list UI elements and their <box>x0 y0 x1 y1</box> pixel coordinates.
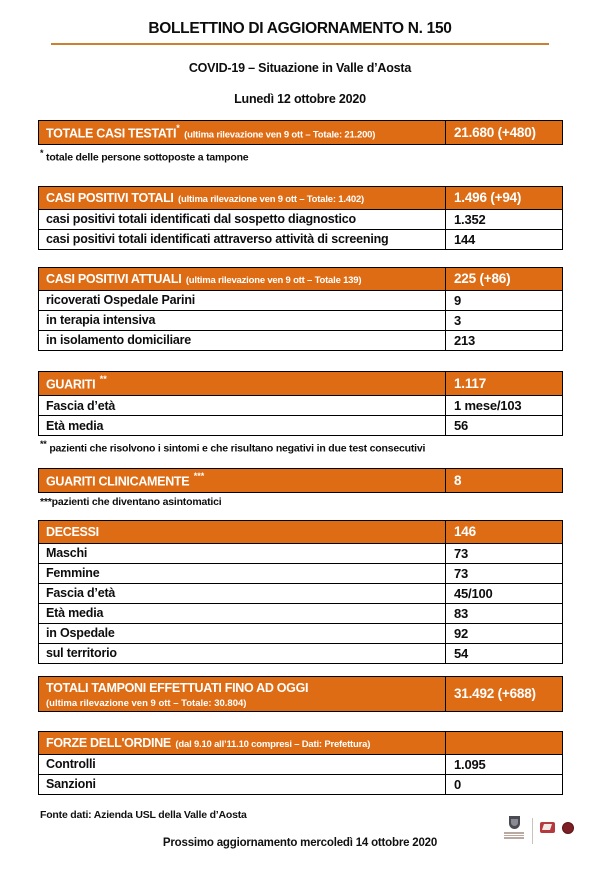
footnote <box>40 148 562 164</box>
table-header-row <box>39 520 563 543</box>
table-row <box>39 543 563 563</box>
page-subtitle: COVID-19 – Situazione in Valle d’Aosta <box>188 61 412 75</box>
row-value: 3 <box>446 310 563 330</box>
row-label: Controlli <box>39 754 446 774</box>
table-header-row <box>39 676 563 711</box>
table-value: 146 <box>446 520 563 543</box>
table-row <box>39 583 563 603</box>
row-value: 73 <box>446 543 563 563</box>
page-title: BOLLETTINO DI AGGIORNAMENTO N. 150 <box>148 20 452 37</box>
row-label: Fascia d’età <box>39 583 446 603</box>
asterisk-marker: * <box>176 123 180 133</box>
row-label: Sanzioni <box>39 774 446 794</box>
row-label: in Ospedale <box>39 623 446 643</box>
row-value: 1 mese/103 <box>446 396 563 416</box>
table-row <box>39 229 563 249</box>
page-date: Lunedì 12 ottobre 2020 <box>234 92 366 106</box>
table-title: TOTALI TAMPONI EFFETTUATI FINO AD OGGI <box>46 680 309 695</box>
table-title: CASI POSITIVI ATTUALI <box>46 271 182 286</box>
asterisk-marker: ** <box>40 439 47 450</box>
table-note: (ultima rilevazione ven 9 ott – Totale: 1.402) <box>178 193 364 205</box>
row-value: 1.095 <box>446 754 563 774</box>
row-label: Età media <box>39 603 446 623</box>
logo-divider <box>532 818 533 844</box>
table-title: CASI POSITIVI TOTALI <box>46 190 174 205</box>
table-value: 225 (+86) <box>446 267 563 290</box>
row-label: Femmine <box>39 563 446 583</box>
table-header-row <box>39 468 563 492</box>
row-label: casi positivi totali identificati dal sospetto diagnostico <box>39 209 446 229</box>
table-row <box>39 310 563 330</box>
row-value: 144 <box>446 229 563 249</box>
table-casi-positivi-attuali <box>38 267 563 351</box>
row-value: 92 <box>446 623 563 643</box>
table-row <box>39 643 563 663</box>
table-totale-casi-testati <box>38 120 563 145</box>
row-label: ricoverati Ospedale Parini <box>39 290 446 310</box>
crest-icon <box>509 816 520 829</box>
row-label: in isolamento domiciliare <box>39 330 446 350</box>
table-forze-dellordine <box>38 731 563 795</box>
table-value: 31.492 (+688) <box>446 676 563 711</box>
row-value: 45/100 <box>446 583 563 603</box>
table-title: TOTALE CASI TESTATI <box>46 126 177 141</box>
table-row <box>39 774 563 794</box>
next-update-note: Prossimo aggiornamento mercoledì 14 ottobre 2020 <box>162 836 438 849</box>
round-seal-logo <box>562 822 574 834</box>
row-label: in terapia intensiva <box>39 310 446 330</box>
table-note: (ultima rilevazione ven 9 ott – Totale: 30.804) <box>46 697 247 709</box>
table-header-row <box>39 371 563 395</box>
table-value: 8 <box>446 468 563 492</box>
row-label: Fascia d’età <box>39 396 446 416</box>
row-value: 9 <box>446 290 563 310</box>
row-label: sul territorio <box>39 643 446 663</box>
table-title: DECESSI <box>46 524 99 539</box>
table-title: GUARITI <box>46 377 96 392</box>
footnote-text: pazienti che diventano asintomatici <box>51 495 222 508</box>
table-note: (ultima rilevazione ven 9 ott – Totale 139) <box>185 274 362 286</box>
red-emblem-logo <box>540 822 555 833</box>
row-value: 0 <box>446 774 563 794</box>
regione-valle-daosta-crest-logo <box>503 816 525 839</box>
footnote <box>40 496 562 508</box>
row-value: 54 <box>446 643 563 663</box>
table-decessi <box>38 520 563 664</box>
row-label: Età media <box>39 416 446 436</box>
row-label: Maschi <box>39 543 446 563</box>
table-title: GUARITI CLINICAMENTE <box>46 473 190 488</box>
table-title: FORZE DELL'ORDINE <box>46 735 171 750</box>
table-row <box>39 754 563 774</box>
table-row <box>39 623 563 643</box>
asterisk-marker: ** <box>99 373 107 384</box>
table-row <box>39 603 563 623</box>
table-row <box>39 416 563 436</box>
data-source-note: Fonte dati: Azienda USL della Valle d’Aosta <box>40 808 247 821</box>
table-totali-tamponi <box>38 676 563 712</box>
table-note: (dal 9.10 all’11.10 compresi – Dati: Prefettura) <box>175 738 371 750</box>
table-value: 1.117 <box>446 371 563 395</box>
row-label: casi positivi totali identificati attraverso attività di screening <box>39 229 446 249</box>
footnote-text: totale delle persone sottoposte a tampone <box>46 151 249 164</box>
footnote-text: pazienti che risolvono i sintomi e che risultano negativi in due test consecutivi <box>49 442 426 455</box>
row-value: 1.352 <box>446 209 563 229</box>
table-value: 1.496 (+94) <box>446 186 563 209</box>
asterisk-marker: * <box>40 148 44 159</box>
table-row <box>39 563 563 583</box>
title-underline <box>51 43 549 45</box>
asterisk-marker: *** <box>40 495 52 508</box>
table-row <box>39 209 563 229</box>
table-header-row <box>39 121 563 145</box>
tables-container <box>38 120 562 795</box>
row-value: 83 <box>446 603 563 623</box>
asterisk-marker: *** <box>193 470 205 481</box>
row-value: 56 <box>446 416 563 436</box>
table-header-row <box>39 267 563 290</box>
table-note: (ultima rilevazione ven 9 ott – Totale: 21.200) <box>184 129 376 141</box>
row-value: 73 <box>446 563 563 583</box>
footer-logos <box>503 816 574 844</box>
table-casi-positivi-totali <box>38 186 563 250</box>
crest-caption-lines <box>504 831 524 839</box>
table-row <box>39 290 563 310</box>
table-header-row <box>39 731 563 754</box>
table-guariti <box>38 371 563 436</box>
row-value: 213 <box>446 330 563 350</box>
table-row <box>39 396 563 416</box>
table-guariti-clinicamente <box>38 468 563 493</box>
table-row <box>39 330 563 350</box>
table-value: 21.680 (+480) <box>446 121 563 145</box>
footnote <box>40 439 562 455</box>
table-value <box>446 731 563 754</box>
table-header-row <box>39 186 563 209</box>
